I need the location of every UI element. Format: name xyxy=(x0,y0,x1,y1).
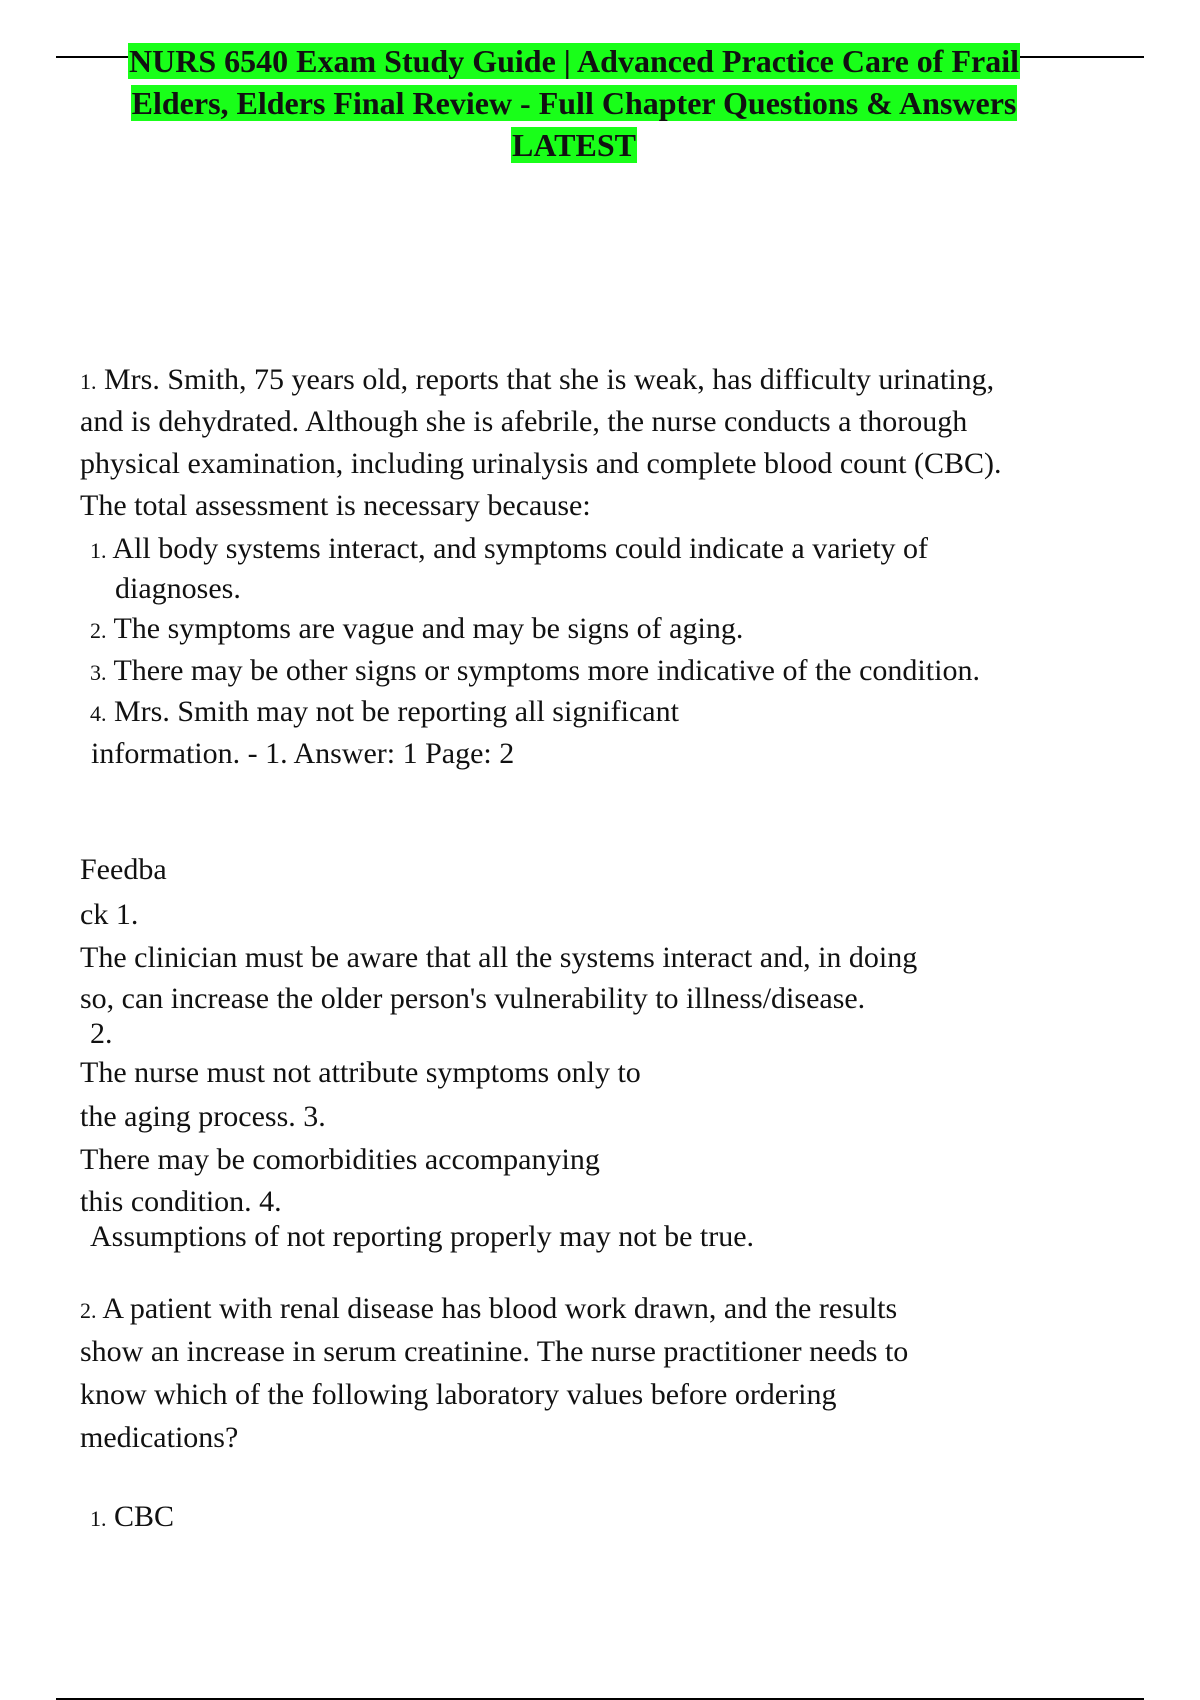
q2-option-1-number: 1. xyxy=(90,1506,107,1531)
feedback-line-3: The clinician must be aware that all the systems interact and, in doing xyxy=(80,941,918,974)
question-2-line-2: show an increase in serum creatinine. The nurse practitioner needs to xyxy=(80,1335,909,1368)
feedback-line-9: this condition. 4. xyxy=(80,1185,282,1218)
feedback-line-5: 2. xyxy=(90,1017,113,1050)
q1-option-2: 2. The symptoms are vague and may be signs of aging. xyxy=(90,612,744,645)
question-2-line-4: medications? xyxy=(80,1421,239,1454)
question-1-line-2: and is dehydrated. Although she is afebrile, the nurse conducts a thorough xyxy=(80,405,968,438)
document-title xyxy=(110,40,1038,166)
question-1-line-3: physical examination, including urinalysis and complete blood count (CBC). xyxy=(80,447,1002,480)
q1-option-4: 4. Mrs. Smith may not be reporting all significant xyxy=(90,695,679,728)
q1-option-1: 1. All body systems interact, and symptoms could indicate a variety of xyxy=(90,532,929,565)
question-1-line-1: 1. Mrs. Smith, 75 years old, reports that she is weak, has difficulty urinating, xyxy=(80,363,995,396)
q1-option-1-number: 1. xyxy=(90,538,107,563)
question-1-number: 1. xyxy=(80,369,97,394)
feedback-line-1: Feedba xyxy=(80,853,167,886)
feedback-line-8: There may be comorbidities accompanying xyxy=(80,1143,600,1176)
q1-option-3-number: 3. xyxy=(90,660,107,685)
question-2-number: 2. xyxy=(80,1298,97,1323)
question-2-line-3: know which of the following laboratory values before ordering xyxy=(80,1378,837,1411)
q1-option-4-number: 4. xyxy=(90,701,107,726)
question-2-line-1: 2. A patient with renal disease has blood work drawn, and the results xyxy=(80,1292,898,1325)
q2-option-1: 1. CBC xyxy=(90,1500,175,1533)
q1-option-1-continued: diagnoses. xyxy=(115,572,241,605)
q1-option-3: 3. There may be other signs or symptoms more indicative of the condition. xyxy=(90,654,980,687)
feedback-line-7: the aging process. 3. xyxy=(80,1100,326,1133)
feedback-line-2: ck 1. xyxy=(80,898,139,931)
title-highlight: NURS 6540 Exam Study Guide | Advanced Practice Care of Frail Elders, Elders Final Review - Full Chapter Questions & Answers LATEST xyxy=(129,43,1019,163)
q1-answer-line: information. - 1. Answer: 1 Page: 2 xyxy=(91,737,515,770)
feedback-line-4: so, can increase the older person's vulnerability to illness/disease. xyxy=(80,982,866,1015)
q1-option-2-number: 2. xyxy=(90,618,107,643)
feedback-line-6: The nurse must not attribute symptoms only to xyxy=(80,1056,641,1089)
feedback-line-10: Assumptions of not reporting properly may not be true. xyxy=(90,1220,755,1253)
question-1-line-4: The total assessment is necessary because: xyxy=(80,489,591,522)
